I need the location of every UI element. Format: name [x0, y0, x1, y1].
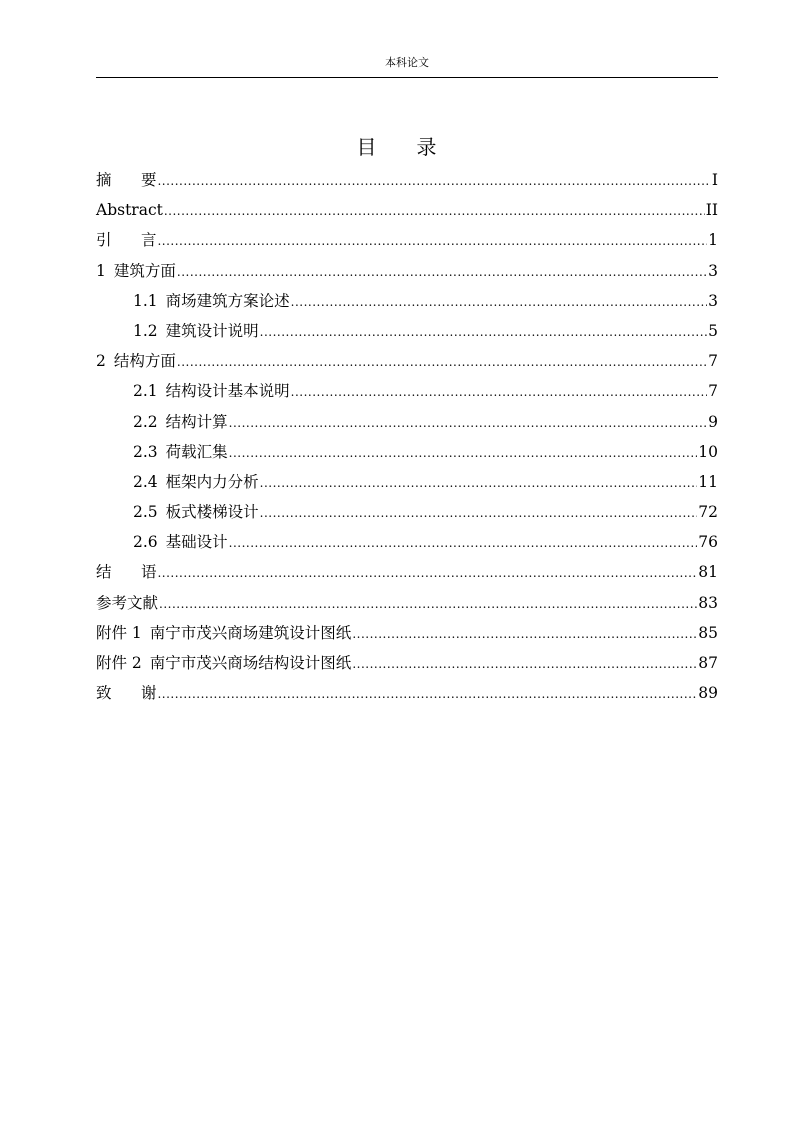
toc-leader: [229, 440, 698, 466]
toc-entry-page: 87: [698, 654, 718, 672]
toc-entry-conclusion[interactable]: [96, 559, 718, 589]
toc-entry-abstract-cn[interactable]: [96, 167, 718, 197]
toc-leader: [157, 168, 710, 194]
toc-entry-acknowledgements[interactable]: [96, 680, 718, 710]
toc-entry-title: 基础设计: [165, 533, 228, 552]
toc-entry-title: 参考文献: [96, 593, 159, 612]
toc-entry-page: 3: [708, 261, 718, 280]
toc-entry-page: 81: [698, 563, 718, 582]
toc-entry-title: 摘要: [96, 171, 186, 189]
toc-leader: [260, 319, 707, 345]
toc-entry-page: 76: [698, 533, 718, 552]
toc-title: [0, 134, 793, 160]
toc-entry-page: 72: [698, 503, 718, 522]
header-text: 本科论文: [385, 56, 429, 69]
toc-leader: [157, 560, 697, 586]
toc-entry-title: 框架内力分析: [165, 472, 259, 491]
toc-leader: [157, 228, 707, 254]
toc-entry-title: 商场建筑方案论述: [165, 291, 290, 310]
toc-entry-title: 荷载汇集: [165, 442, 228, 461]
toc-leader: [291, 379, 707, 405]
toc-entry-section-2-6[interactable]: [96, 529, 718, 559]
toc-leader: [164, 198, 705, 224]
toc-entry-page: 89: [698, 684, 718, 703]
toc-entry-section-2-5[interactable]: [96, 499, 718, 529]
toc-entry-number: 1.2: [133, 321, 158, 340]
toc-leader: [229, 530, 698, 556]
toc-entry-page: II: [705, 201, 718, 220]
toc-entry-page: 7: [708, 382, 718, 401]
toc-title-left: 目: [356, 135, 377, 159]
toc-entry-page: 3: [708, 291, 718, 310]
toc-entry-section-1-2[interactable]: [96, 318, 718, 348]
toc-entry-number: 2.1: [133, 382, 158, 401]
toc-entry-section-2-3[interactable]: [96, 439, 718, 469]
table-of-contents: [96, 167, 718, 710]
toc-entry-number: 2.3: [133, 442, 158, 461]
toc-leader: [229, 410, 707, 436]
toc-entry-number: 1: [96, 261, 106, 280]
toc-entry-introduction[interactable]: [96, 227, 718, 257]
toc-entry-abstract-en[interactable]: [96, 197, 718, 227]
toc-entry-title: 板式楼梯设计: [165, 503, 259, 522]
toc-entry-page: 7: [708, 352, 718, 371]
toc-entry-title: 结构计算: [165, 412, 228, 431]
toc-leader: [260, 470, 698, 496]
toc-entry-appendix-2[interactable]: [96, 650, 718, 680]
toc-entry-title: 建筑设计说明: [165, 321, 259, 340]
toc-entry-page: 1: [708, 231, 718, 250]
toc-entry-number: 2: [96, 352, 106, 371]
toc-entry-title: 结语: [96, 563, 186, 582]
toc-entry-chapter-2[interactable]: [96, 348, 718, 378]
toc-entry-number: 2.4: [133, 472, 158, 491]
toc-entry-appendix-1[interactable]: [96, 620, 718, 650]
toc-entry-references[interactable]: [96, 590, 718, 620]
toc-entry-number: 2.2: [133, 412, 158, 431]
toc-entry-number: 2.5: [133, 503, 158, 522]
toc-entry-title: 结构方面: [113, 352, 176, 371]
toc-entry-number: 1.1: [133, 291, 158, 310]
toc-leader: [157, 681, 697, 707]
toc-entry-section-2-2[interactable]: [96, 409, 718, 439]
toc-entry-page: 5: [708, 321, 718, 340]
toc-leader: [291, 289, 707, 315]
toc-entry-page: 83: [698, 593, 718, 612]
toc-entry-section-1-1[interactable]: [96, 288, 718, 318]
toc-entry-number: 附件 2: [96, 654, 142, 672]
toc-entry-title: 结构设计基本说明: [165, 382, 290, 401]
toc-leader: [177, 349, 707, 375]
toc-entry-title: 南宁市茂兴商场建筑设计图纸: [149, 623, 352, 642]
toc-entry-page: 10: [698, 442, 718, 461]
toc-entry-number: 2.6: [133, 533, 158, 552]
toc-entry-title: Abstract: [96, 201, 163, 220]
toc-leader: [352, 621, 697, 647]
toc-leader: [159, 591, 697, 617]
toc-entry-section-2-1[interactable]: [96, 378, 718, 408]
toc-entry-page: 11: [698, 472, 718, 491]
toc-entry-title: 建筑方面: [113, 261, 176, 280]
toc-entry-section-2-4[interactable]: [96, 469, 718, 499]
toc-leader: [177, 259, 707, 285]
toc-entry-number: 附件 1: [96, 623, 142, 642]
page-header: [96, 56, 718, 78]
toc-entry-chapter-1[interactable]: [96, 258, 718, 288]
toc-title-right: 录: [416, 135, 437, 159]
toc-entry-title: 南宁市茂兴商场结构设计图纸: [149, 654, 352, 672]
toc-leader: [352, 651, 697, 677]
toc-entry-title: 引言: [96, 231, 186, 250]
toc-entry-page: 85: [698, 623, 718, 642]
toc-leader: [260, 500, 698, 526]
toc-entry-title: 致谢: [96, 684, 186, 703]
toc-entry-page: I: [711, 171, 718, 189]
toc-entry-page: 9: [708, 412, 718, 431]
